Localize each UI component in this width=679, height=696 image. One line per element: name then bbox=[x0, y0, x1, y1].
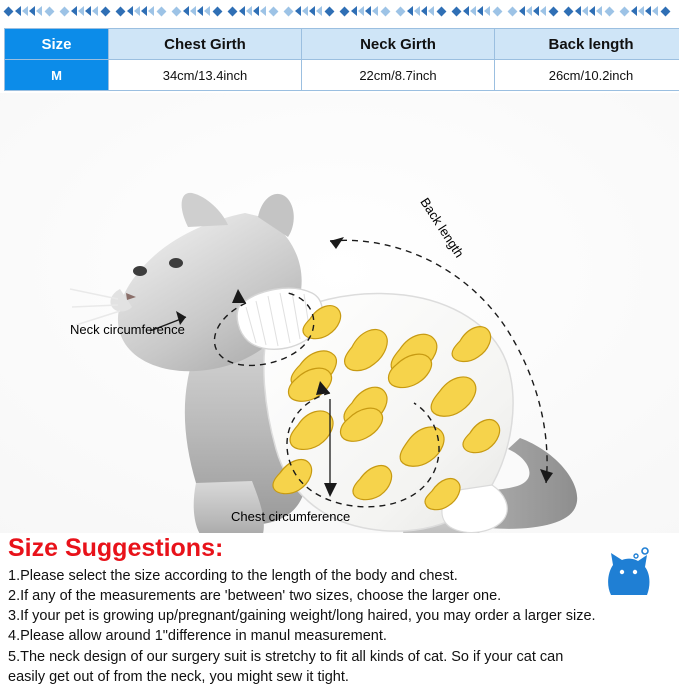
suggestion-item-5-cont: easily get out of from the neck, you might sew it tight. bbox=[8, 668, 349, 685]
table-row bbox=[5, 60, 679, 91]
suggestion-item-4: 4.Please allow around 1"difference in manul measurement. bbox=[8, 628, 387, 645]
header-neck-girth: Neck Girth bbox=[302, 29, 495, 60]
cell-back-length: 26cm/10.2inch bbox=[495, 60, 679, 91]
annotation-chest-circumference: Chest circumference bbox=[231, 509, 351, 524]
suggestion-item-1: 1.Please select the size according to the length of the body and chest. bbox=[8, 568, 458, 584]
border-motif bbox=[562, 6, 616, 16]
annotation-neck-circumference: Neck circumference bbox=[70, 322, 185, 337]
table-header-row bbox=[5, 29, 679, 60]
border-motif bbox=[226, 6, 280, 16]
cell-size: M bbox=[5, 60, 109, 91]
annotation-back-length: Back length bbox=[417, 195, 468, 261]
border-motif bbox=[450, 6, 504, 16]
cat-illustration bbox=[0, 93, 679, 533]
border-motif bbox=[506, 6, 560, 16]
cell-neck-girth: 22cm/8.7inch bbox=[302, 60, 495, 91]
header-size: Size bbox=[5, 29, 109, 60]
suggestion-item-5: 5.The neck design of our surgery suit is stretchy to fit all kinds of cat. So if your cat can bbox=[8, 648, 564, 665]
product-photo bbox=[0, 93, 679, 533]
size-chart-table bbox=[4, 28, 679, 91]
header-chest-girth: Chest Girth bbox=[109, 29, 302, 60]
cat-eye bbox=[133, 266, 147, 276]
decorative-border-strip bbox=[0, 0, 679, 22]
border-motif bbox=[338, 6, 392, 16]
border-motif bbox=[282, 6, 336, 16]
border-motif bbox=[394, 6, 448, 16]
border-motif bbox=[58, 6, 112, 16]
size-suggestions-section bbox=[8, 534, 673, 688]
border-motif bbox=[2, 6, 56, 16]
size-suggestions-title: Size Suggestions: bbox=[8, 534, 224, 562]
border-motif bbox=[170, 6, 224, 16]
border-pattern-row bbox=[0, 0, 679, 22]
cat-logo-icon bbox=[603, 545, 655, 601]
border-motif bbox=[618, 6, 672, 16]
suggestion-item-2: 2.If any of the measurements are 'between' two sizes, choose the larger one. bbox=[8, 588, 502, 605]
suggestion-item-3: 3.If your pet is growing up/pregnant/gaining weight/long haired, you may order a larger size. bbox=[8, 608, 596, 625]
border-motif bbox=[114, 6, 168, 16]
cell-chest-girth: 34cm/13.4inch bbox=[109, 60, 302, 91]
header-back-length: Back length bbox=[495, 29, 679, 60]
